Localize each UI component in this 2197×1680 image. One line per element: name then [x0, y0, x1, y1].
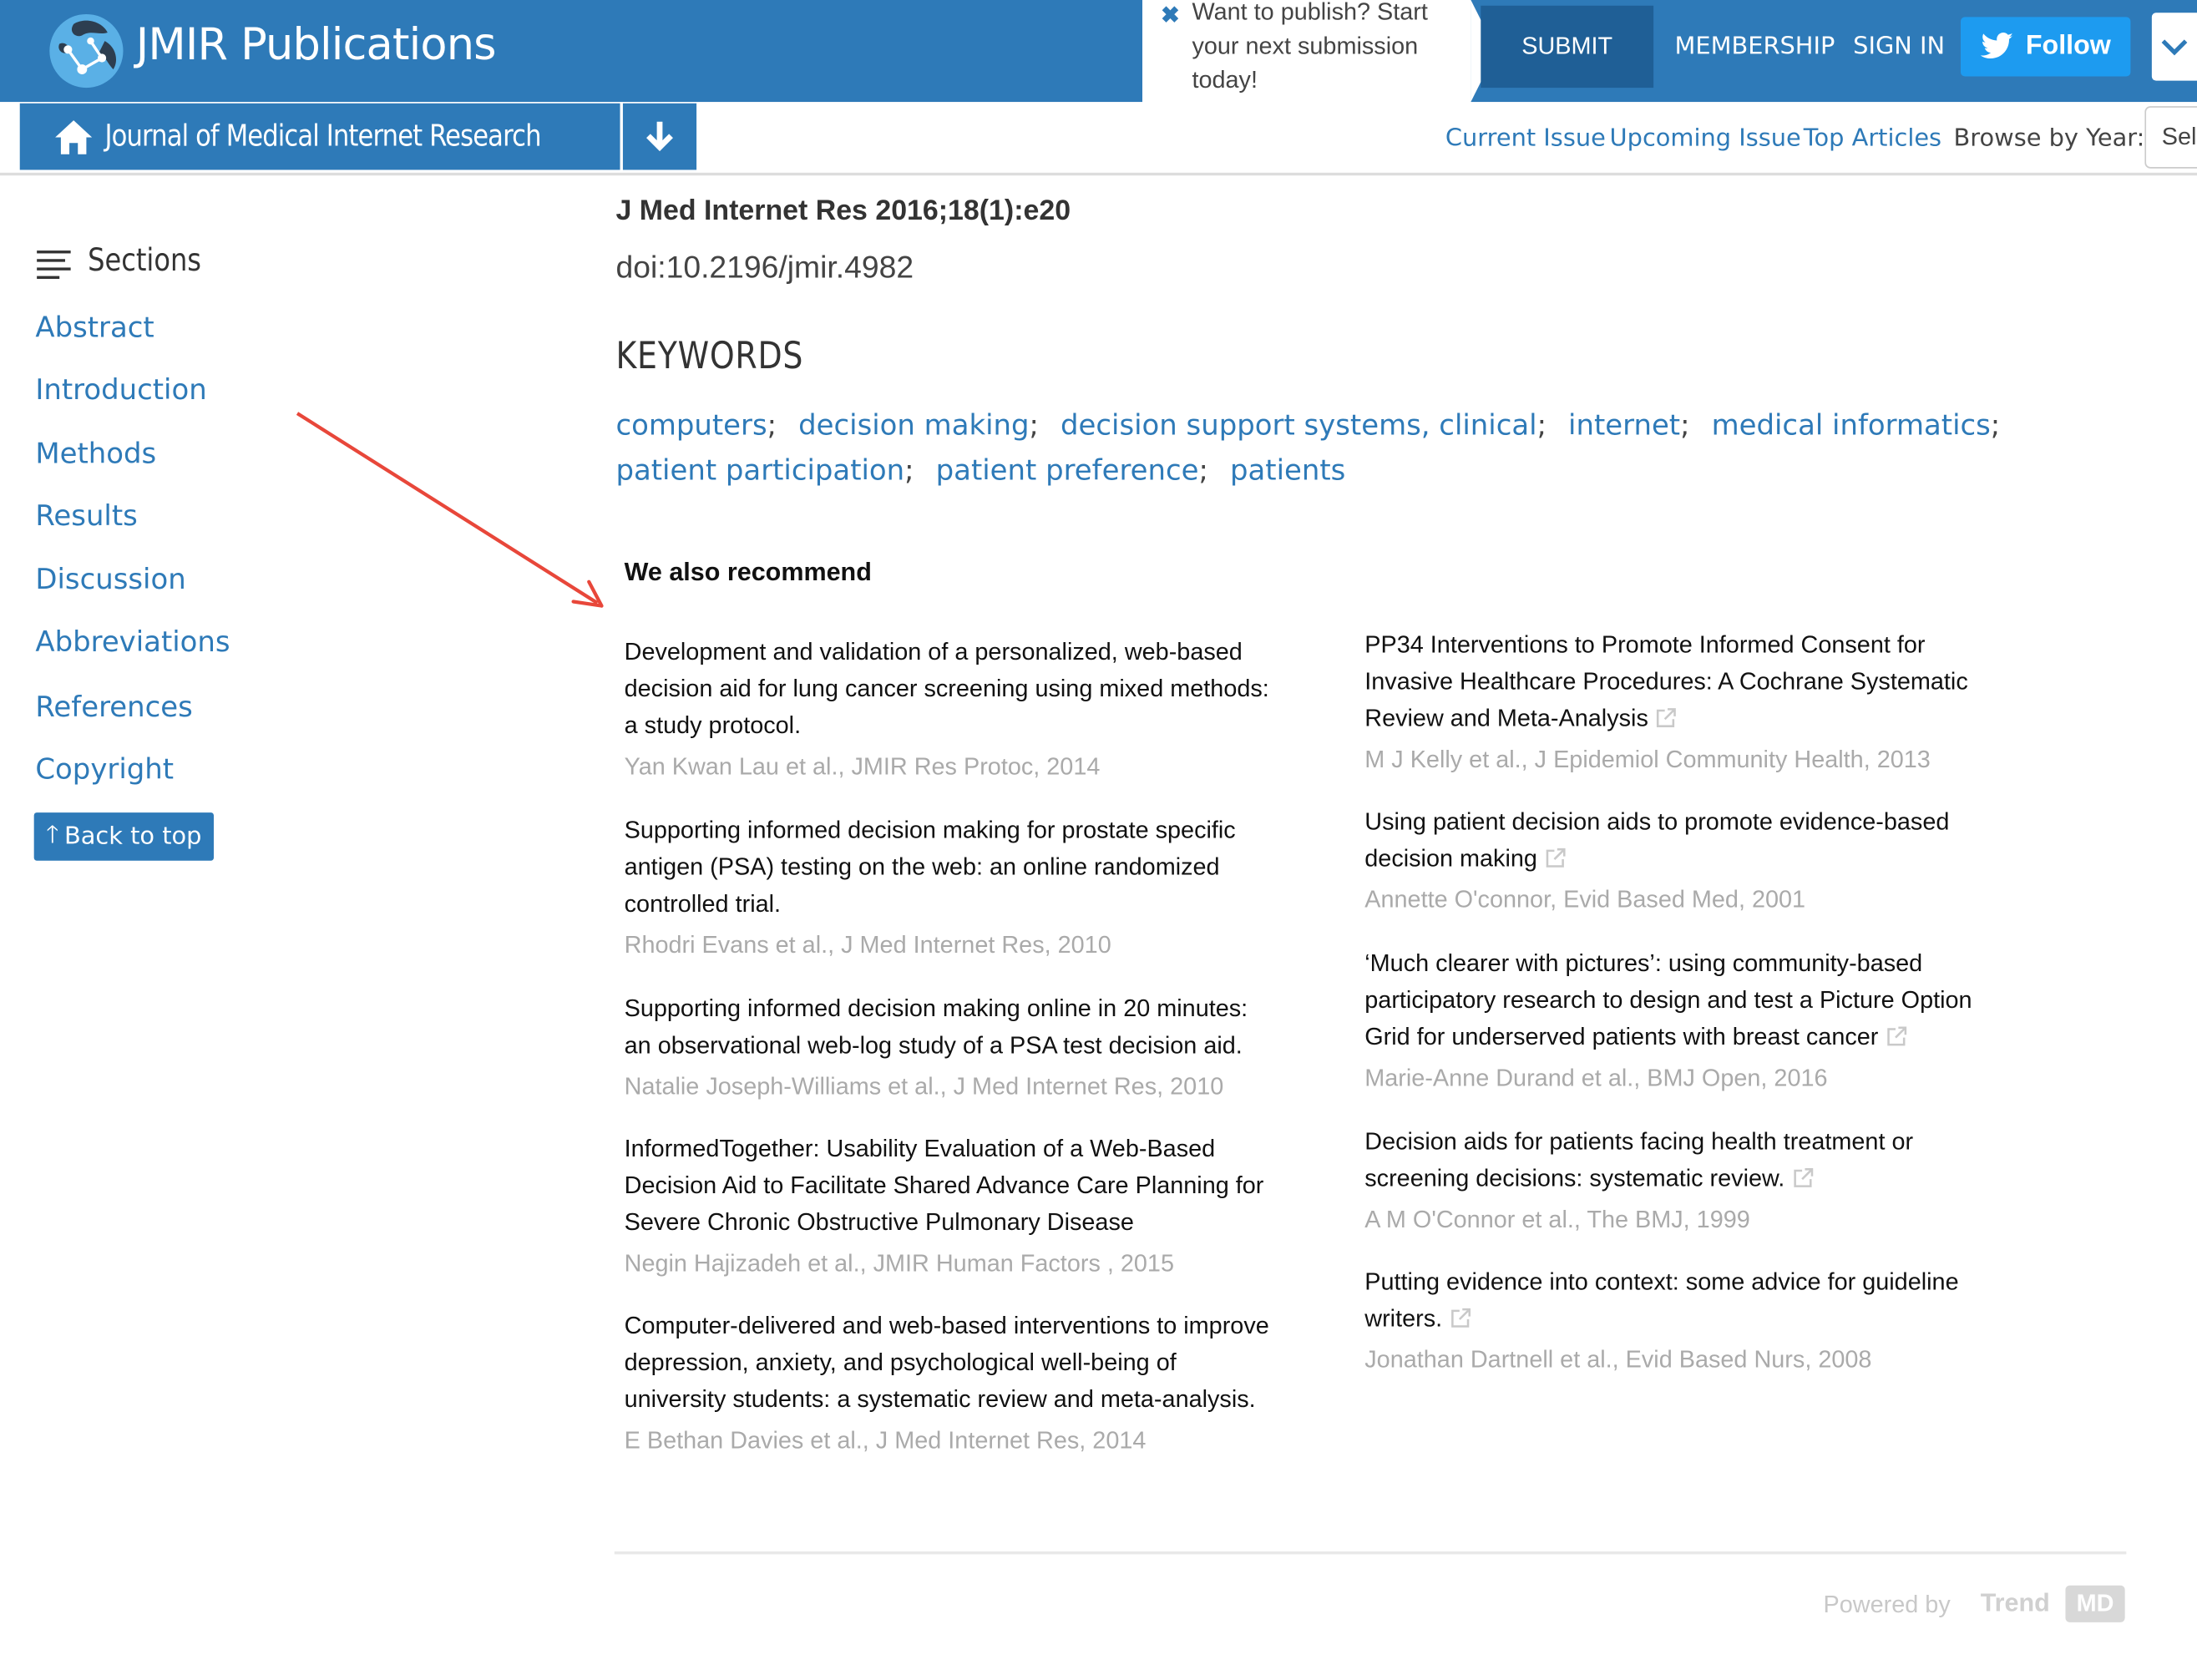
recommendation-item[interactable]: [625, 634, 1276, 785]
sections-heading: Sections: [88, 243, 201, 279]
keyword-link[interactable]: internet: [1568, 407, 1681, 442]
recommendation-title[interactable]: Supporting informed decision making online in 20 minutes: an observational web-log study of a PSA test decision aid.: [624, 994, 1248, 1060]
recommendation-meta: A M O'Connor et al., The BMJ, 1999: [1364, 1206, 1750, 1233]
chevron-down-icon: [2152, 13, 2197, 80]
upcoming-issue-link[interactable]: Upcoming Issue: [1609, 124, 1801, 154]
keyword-link[interactable]: patients: [1230, 453, 1346, 488]
external-link-icon: [1450, 1308, 1471, 1328]
browse-by-year-label: Browse by Year:: [1953, 124, 2145, 154]
keywords-list: computers; decision making; decision support systems, clinical; internet; medical informatics; patient participation; patient preference; patients: [615, 407, 2001, 488]
recommendation-meta: Annette O'connor, Evid Based Med, 2001: [1364, 886, 1806, 913]
recommendation-meta: Jonathan Dartnell et al., Evid Based Nurs, 2008: [1364, 1346, 1872, 1374]
jmir-logo-icon[interactable]: [48, 13, 125, 89]
promo-text[interactable]: Want to publish? Start your next submission today!: [1192, 0, 1428, 94]
keyword-link[interactable]: decision making: [798, 407, 1030, 442]
recommendation-title[interactable]: Development and validation of a personalized, web-based decision aid for lung cancer screening using mixed methods: a study protocol.: [624, 638, 1269, 739]
recommend-divider: [615, 1551, 2127, 1554]
top-articles-link[interactable]: Top Articles: [1803, 124, 1942, 154]
menu-lines-icon: [37, 248, 71, 279]
brand-name[interactable]: JMIR Publications: [135, 19, 496, 71]
close-icon[interactable]: ✖: [1161, 4, 1180, 28]
recommendation-meta: M J Kelly et al., J Epidemiol Community Health, 2013: [1364, 746, 1931, 773]
arrow-up-icon: 🡑: [46, 820, 59, 849]
year-select[interactable]: Sel: [2144, 106, 2197, 169]
recommendation-title[interactable]: Putting evidence into context: some advice for guideline writers.: [1364, 1268, 1959, 1333]
sidebar-item-abstract[interactable]: Abstract: [35, 310, 154, 344]
external-link-icon: [1546, 848, 1566, 868]
sidebar-item-results[interactable]: Results: [35, 498, 138, 533]
sidebar-item-discussion[interactable]: Discussion: [35, 562, 186, 596]
arrow-down-icon: [644, 119, 675, 153]
trendmd-logo-badge[interactable]: MD: [2065, 1586, 2124, 1622]
powered-by-label: Powered by: [1823, 1591, 1951, 1618]
keyword-link[interactable]: decision support systems, clinical: [1061, 407, 1537, 442]
sidebar-item-methods[interactable]: Methods: [35, 436, 157, 470]
sidebar-item-abbreviations[interactable]: Abbreviations: [35, 624, 230, 659]
recommendation-meta: Rhodri Evans et al., J Med Internet Res, 2010: [624, 931, 1111, 959]
recommendation-item[interactable]: [1364, 1124, 2016, 1238]
recommendation-title[interactable]: InformedTogether: Usability Evaluation of a Web-Based Decision Aid to Facilitate Shared Advance Care Planning for Severe Chronic Obstructive Pulmonary Disease: [624, 1135, 1264, 1236]
recommendation-meta: Negin Hajizadeh et al., JMIR Human Factors , 2015: [624, 1249, 1174, 1278]
twitter-follow-button[interactable]: [1961, 17, 2130, 76]
journal-title[interactable]: Journal of Medical Internet Research: [104, 119, 541, 154]
recommendation-item[interactable]: [1364, 945, 2016, 1096]
sidebar-item-introduction[interactable]: Introduction: [35, 372, 207, 407]
keyword-link[interactable]: patient preference: [935, 453, 1199, 488]
submit-button[interactable]: SUBMIT: [1481, 6, 1653, 88]
recommendation-item[interactable]: [1364, 627, 2016, 778]
menu-dropdown-button[interactable]: [2152, 13, 2197, 80]
recommendation-meta: Natalie Joseph-Williams et al., J Med Internet Res, 2010: [624, 1073, 1224, 1101]
follow-label: Follow: [2025, 31, 2111, 61]
annotation-arrow-icon: [283, 403, 623, 630]
recommendation-meta: Yan Kwan Lau et al., JMIR Res Protoc, 2014: [624, 752, 1101, 781]
keyword-link[interactable]: patient participation: [615, 453, 905, 488]
sidebar-item-references[interactable]: References: [35, 689, 193, 724]
header-divider: [0, 173, 2197, 175]
external-link-icon: [1793, 1168, 1813, 1188]
recommendation-title[interactable]: Supporting informed decision making for prostate specific antigen (PSA) testing on the web: an online randomized controlled trial.: [624, 817, 1236, 918]
recommendation-item[interactable]: [1364, 804, 2016, 918]
keyword-link[interactable]: computers: [615, 407, 767, 442]
back-to-top-button[interactable]: [34, 812, 214, 861]
sign-in-link[interactable]: SIGN IN: [1853, 32, 1946, 61]
home-icon: [53, 119, 93, 155]
article-doi[interactable]: doi:10.2196/jmir.4982: [615, 249, 914, 285]
external-link-icon: [1887, 1026, 1907, 1046]
recommendation-title[interactable]: Using patient decision aids to promote evidence-based decision making: [1364, 808, 1950, 873]
recommendation-title[interactable]: Decision aids for patients facing health treatment or screening decisions: systematic review.: [1364, 1128, 1914, 1192]
recommendation-item[interactable]: [625, 1131, 1276, 1283]
trendmd-logo-text[interactable]: Trend: [1980, 1588, 2050, 1617]
recommendation-meta: E Bethan Davies et al., J Med Internet Res, 2014: [624, 1426, 1147, 1455]
recommendation-meta: Marie-Anne Durand et al., BMJ Open, 2016: [1364, 1064, 1828, 1092]
recommendation-title[interactable]: Computer-delivered and web-based interventions to improve depression, anxiety, and psychological well-being of university students: a systematic review and meta-analysis.: [624, 1312, 1269, 1413]
recommendation-item[interactable]: [1364, 1264, 2016, 1379]
back-to-top-label: Back to top: [63, 822, 202, 851]
recommendation-item[interactable]: [625, 991, 1276, 1106]
membership-link[interactable]: MEMBERSHIP: [1674, 32, 1835, 61]
article-citation: J Med Internet Res 2016;18(1):e20: [615, 195, 1071, 227]
external-link-icon: [1657, 708, 1677, 728]
keywords-heading: KEYWORDS: [615, 335, 804, 378]
recommendation-title[interactable]: ‘Much clearer with pictures’: using community-based participatory research to design and test a Picture Option Grid for underserved patients with breast cancer: [1364, 949, 1972, 1050]
recommend-heading: We also recommend: [624, 557, 872, 586]
twitter-bird-icon: [1981, 33, 2015, 61]
recommendation-item[interactable]: [625, 1308, 1276, 1459]
current-issue-link[interactable]: Current Issue: [1445, 124, 1606, 154]
keyword-link[interactable]: medical informatics: [1711, 407, 1991, 442]
recommendation-title[interactable]: PP34 Interventions to Promote Informed Consent for Invasive Healthcare Procedures: A Cochrane Systematic Review and Meta-Analysis: [1364, 631, 1968, 732]
recommendation-item[interactable]: [625, 812, 1276, 964]
sidebar-item-copyright[interactable]: Copyright: [35, 751, 175, 786]
